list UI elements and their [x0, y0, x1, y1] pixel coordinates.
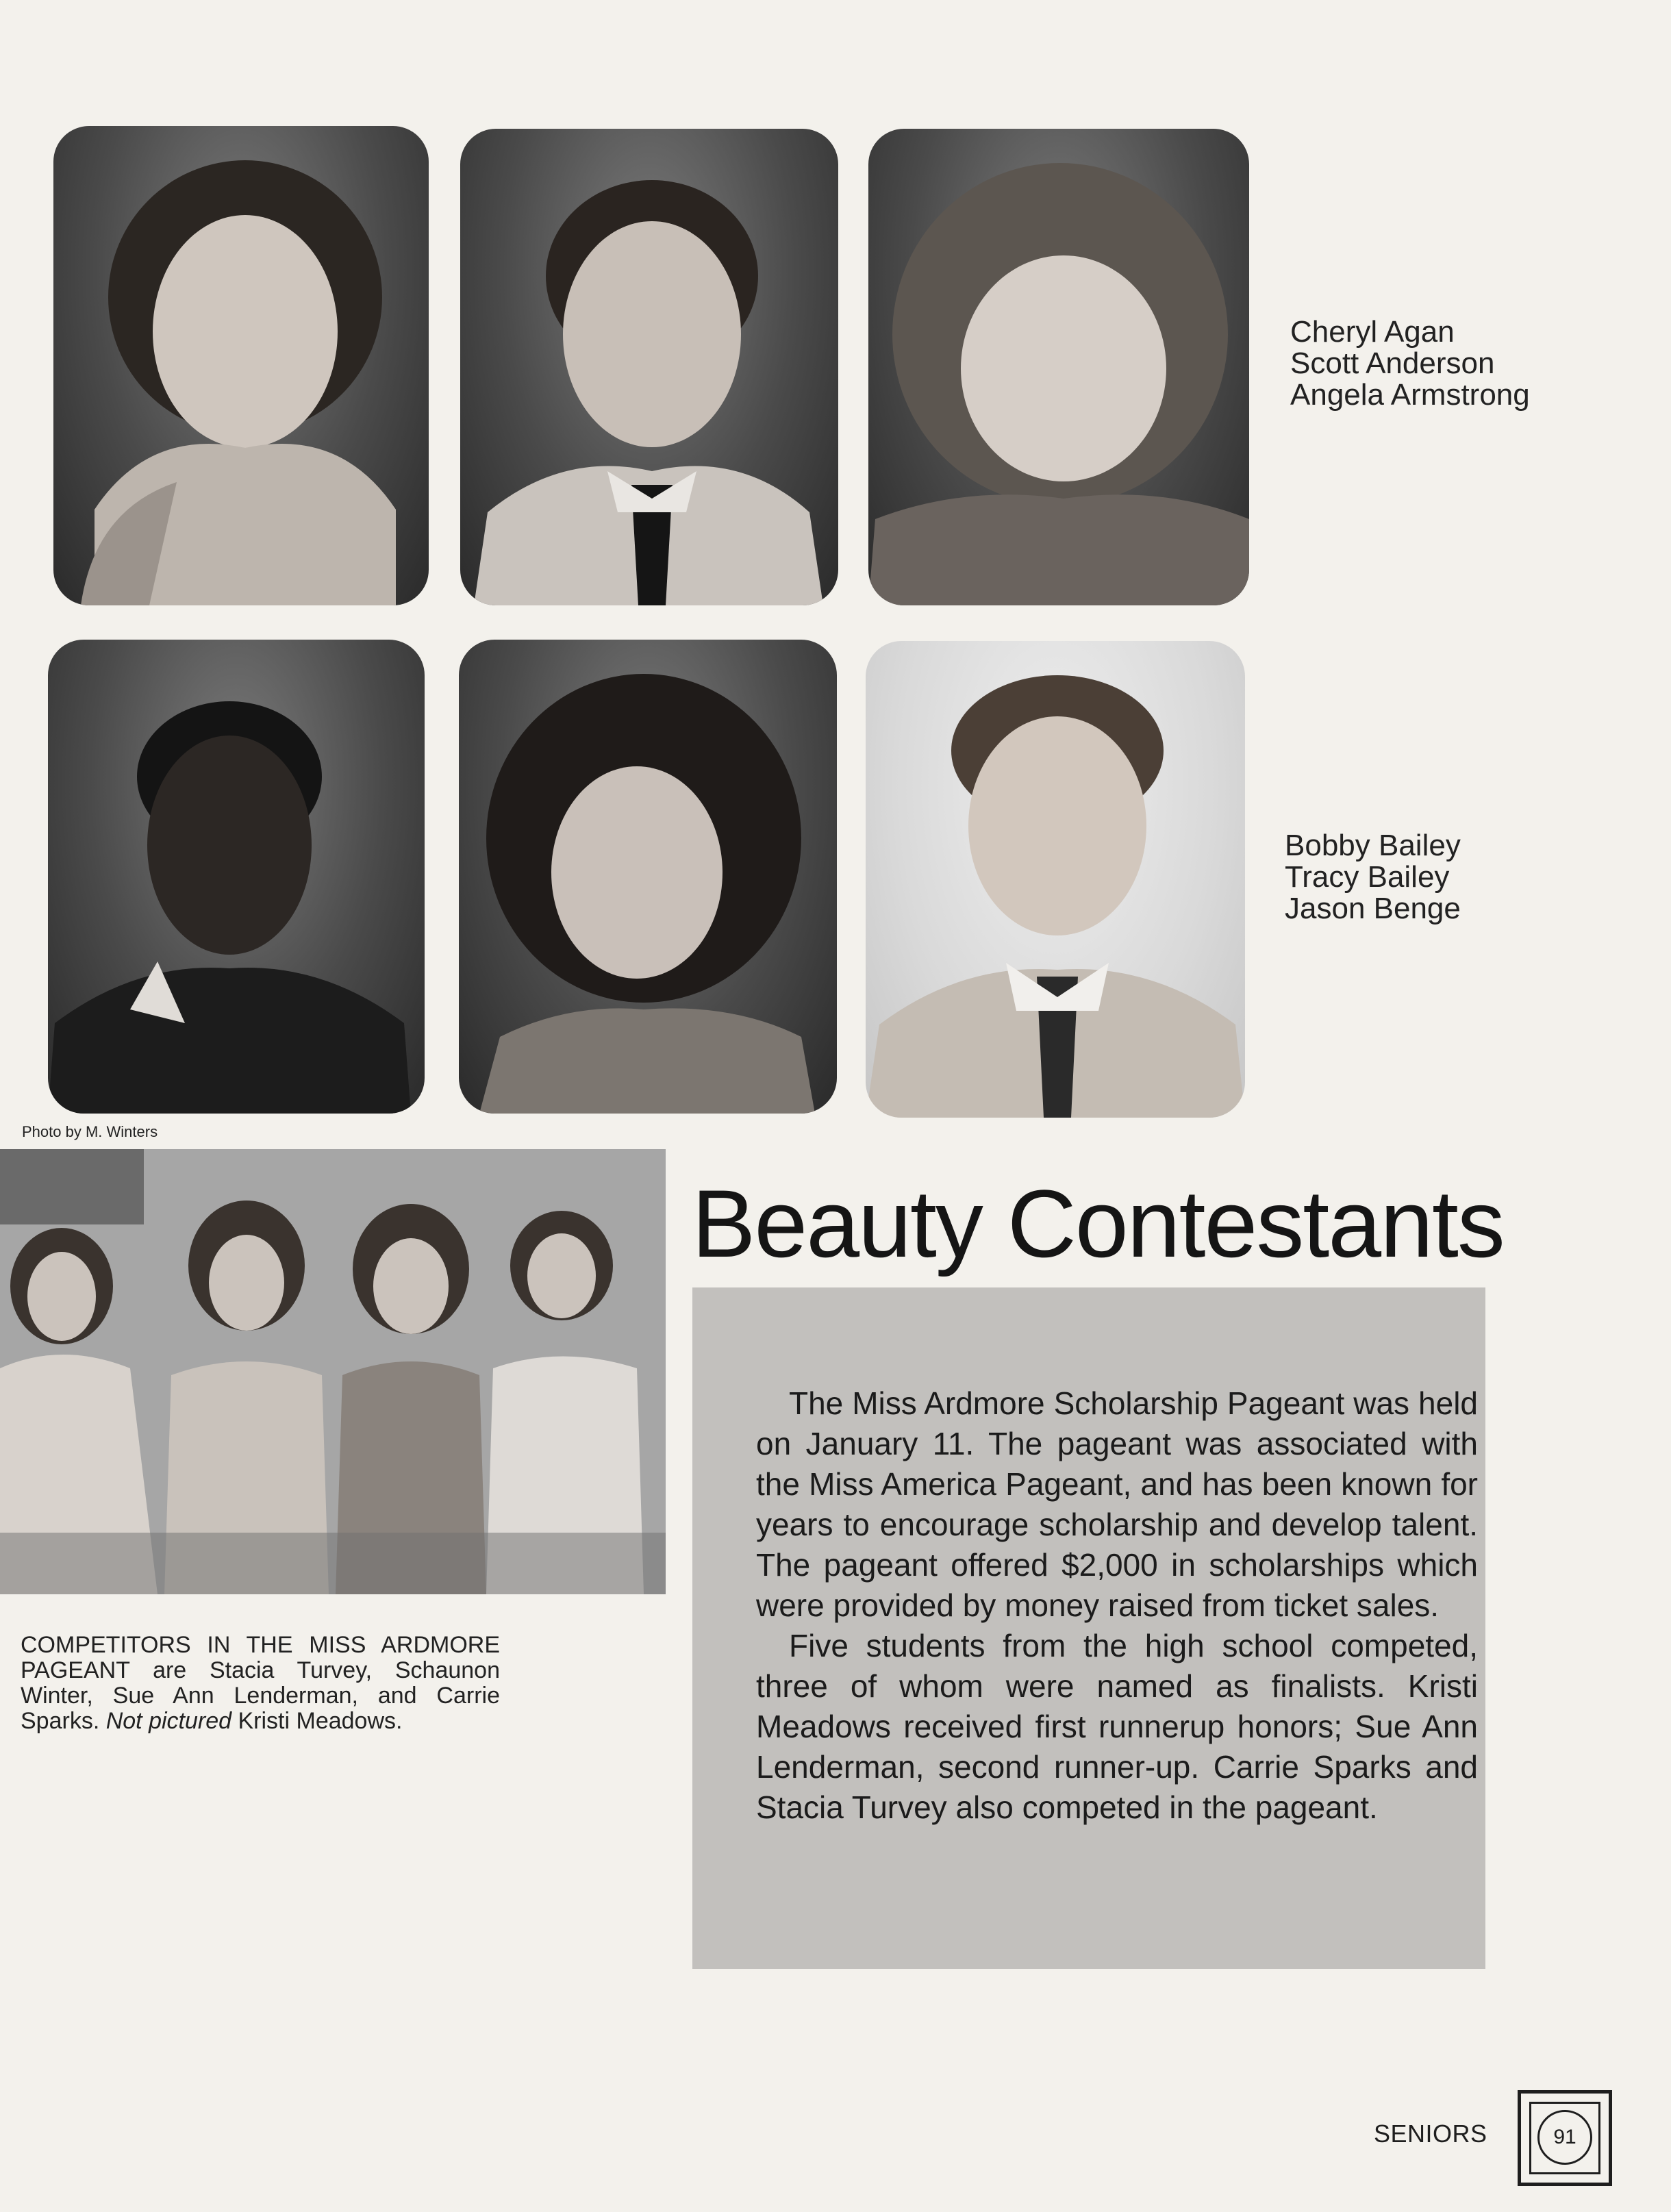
- headline: Beauty Contestants: [692, 1170, 1504, 1277]
- page-number-box: [1518, 2090, 1612, 2186]
- photo-credit: Photo by M. Winters: [22, 1123, 158, 1140]
- group-photo-caption: [21, 1633, 500, 1734]
- portrait-scott-anderson: [460, 129, 838, 605]
- portrait-angela-armstrong: [868, 129, 1249, 605]
- name-scott-anderson: Scott Anderson: [1290, 347, 1495, 380]
- caption-tail: Kristi Meadows.: [238, 1708, 403, 1734]
- section-label: SENIORS: [1374, 2120, 1487, 2148]
- name-jason-benge: Jason Benge: [1285, 892, 1461, 925]
- portrait-tracy-bailey: [459, 640, 837, 1114]
- story-paragraph-1: The Miss Ardmore Scholarship Pageant was held on January 11. The pageant was associated with the Miss America Pageant, and has been known for years to encourage scholarship and develop talent. The pageant offered $2,000 in scholarships which were provided by money raised from ticket sales.: [756, 1385, 1478, 1623]
- name-bobby-bailey: Bobby Bailey: [1285, 829, 1461, 862]
- portrait-jason-benge: [866, 641, 1245, 1118]
- name-tracy-bailey: Tracy Bailey: [1285, 860, 1450, 894]
- row2-names: [1285, 830, 1461, 925]
- caption-not-pictured: Not pictured: [105, 1708, 232, 1734]
- name-cheryl-agan: Cheryl Agan: [1290, 315, 1455, 349]
- row1-names: [1290, 316, 1530, 411]
- portrait-bobby-bailey: [48, 640, 425, 1114]
- portrait-cheryl-agan: [53, 126, 429, 605]
- caption-lead: COMPETITORS IN THE MISS ARDMORE PAGEANT are Stacia Turvey, Schaunon Winter, Sue Ann Lenderman, and Carrie Sparks.: [21, 1632, 500, 1734]
- page-number: 91: [1537, 2110, 1592, 2165]
- group-photo: [0, 1149, 666, 1594]
- name-angela-armstrong: Angela Armstrong: [1290, 378, 1530, 412]
- story-paragraph-2: Five students from the high school competed, three of whom were named as finalists. Kristi Meadows received first runnerup honors; Sue Ann Lenderman, second runner-up. Carrie Sparks and Stacia Turvey also competed in the pageant.: [756, 1628, 1478, 1825]
- story-text: [756, 1383, 1478, 1828]
